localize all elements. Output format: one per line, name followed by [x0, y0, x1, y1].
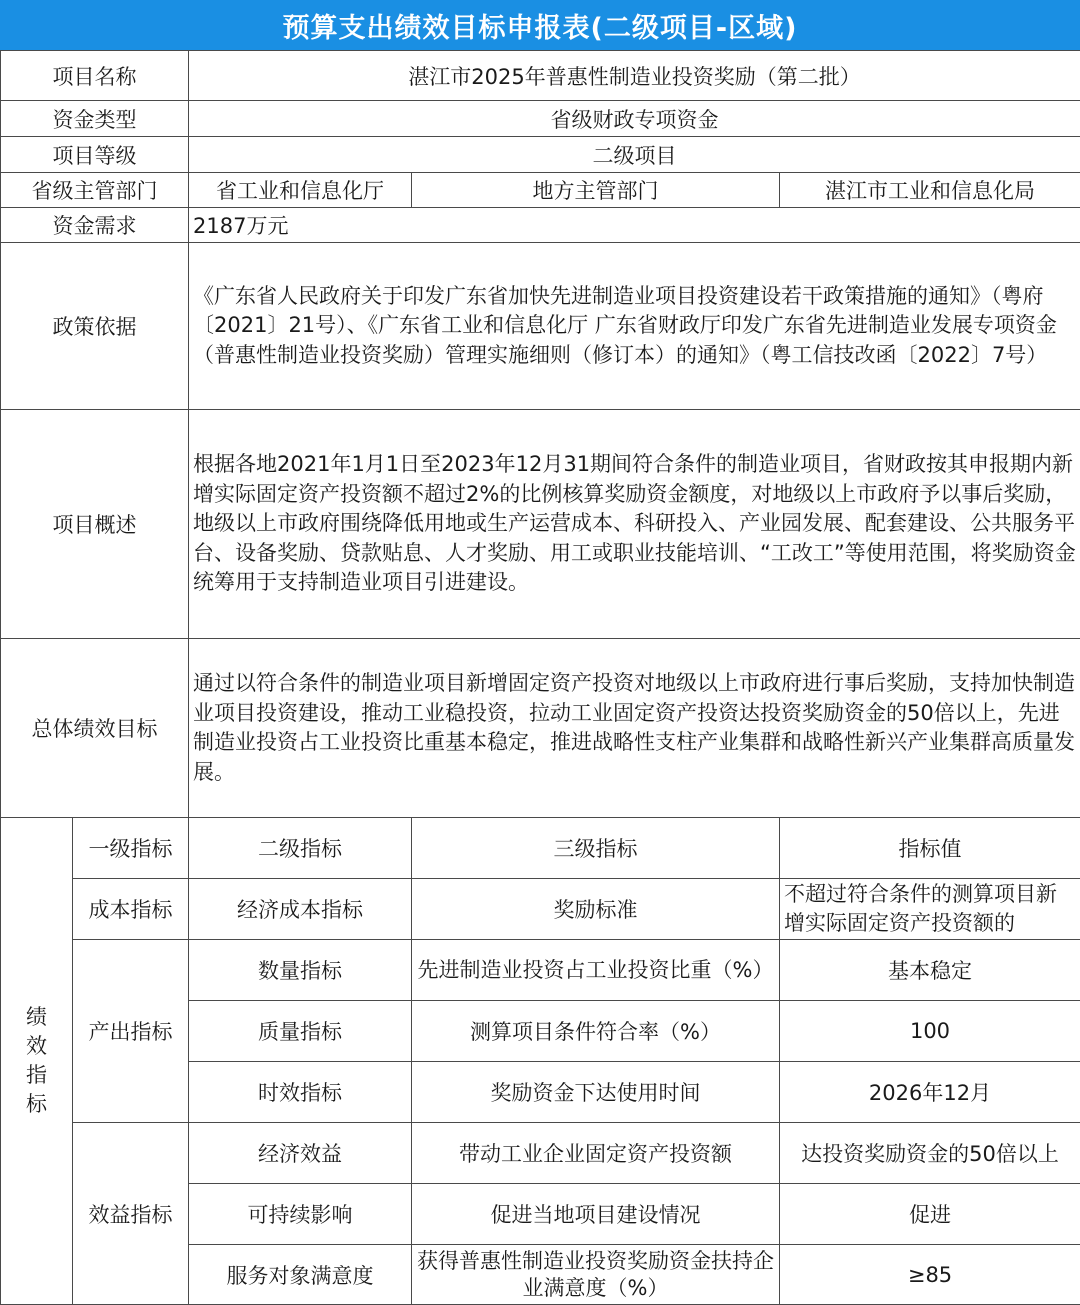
- group-cost: 成本指标: [73, 879, 189, 940]
- header-level2: 二级指标: [189, 818, 412, 879]
- fund-type-value: 省级财政专项资金: [189, 101, 1080, 137]
- policy-basis-label: 政策依据: [1, 243, 189, 410]
- policy-basis-text: 《广东省人民政府关于印发广东省加快先进制造业项目投资建设若干政策措施的通知》（粤府〔2021〕21号）、《广东省工业和信息化厅 广东省财政厅印发广东省先进制造业发展专项资金（普惠性制造业投资奖励）管理实施细则（修订本）的通知》（粤工信技改函〔2022〕7号）: [189, 243, 1080, 410]
- header-level1: 一级指标: [73, 818, 189, 879]
- indicator-value: 不超过符合条件的测算项目新增实际固定资产投资额的: [780, 879, 1080, 940]
- indicator-level2: 可持续影响: [189, 1184, 412, 1245]
- project-level-value: 二级项目: [189, 137, 1080, 173]
- row-project-level: [1, 137, 1080, 173]
- indicator-level3: 测算项目条件符合率（%）: [412, 1001, 780, 1062]
- indicator-value: 基本稳定: [780, 940, 1080, 1001]
- indicator-level3: 先进制造业投资占工业投资比重（%）: [412, 940, 780, 1001]
- indicator-value: 100: [780, 1001, 1080, 1062]
- indicator-value: 达投资奖励资金的50倍以上: [780, 1123, 1080, 1184]
- header-level3: 三级指标: [412, 818, 780, 879]
- indicator-value: ≥85: [780, 1245, 1080, 1305]
- fund-type-label: 资金类型: [1, 101, 189, 137]
- indicator-level3: 带动工业企业固定资产投资额: [412, 1123, 780, 1184]
- overall-goal-text: 通过以符合条件的制造业项目新增固定资产投资对地级以上市政府进行事后奖励，支持加快制造业项目投资建设，推动工业稳投资，拉动工业固定资产投资达投资奖励资金的50倍以上，先进制造业投资占工业投资比重基本稳定，推进战略性支柱产业集群和战略性新兴产业集群高质量发展。: [189, 639, 1080, 818]
- performance-goal-table: [0, 50, 1080, 1305]
- overall-goal-label: 总体绩效目标: [1, 639, 189, 818]
- indicator-level2: 时效指标: [189, 1062, 412, 1123]
- indicators-label: [1, 818, 73, 1305]
- indicator-level3: 奖励标准: [412, 879, 780, 940]
- row-policy-basis: [1, 243, 1080, 410]
- group-benefit: 效益指标: [73, 1123, 189, 1305]
- indicator-level2: 服务对象满意度: [189, 1245, 412, 1305]
- indicator-level3: 获得普惠性制造业投资奖励资金扶持企业满意度（%）: [412, 1245, 780, 1305]
- local-dept-value: 湛江市工业和信息化局: [780, 173, 1080, 208]
- indicator-value: 促进: [780, 1184, 1080, 1245]
- provincial-dept-value: 省工业和信息化厅: [189, 173, 412, 208]
- row-overall-goal: [1, 639, 1080, 818]
- fund-demand-value: 2187万元: [189, 208, 1080, 243]
- row-fund-demand: [1, 208, 1080, 243]
- project-name-label: 项目名称: [1, 51, 189, 101]
- row-overview: [1, 410, 1080, 639]
- indicators-label-text: 绩效指标: [25, 1003, 48, 1119]
- group-output: 产出指标: [73, 940, 189, 1123]
- table-row: [1, 879, 1080, 940]
- indicator-level2: 质量指标: [189, 1001, 412, 1062]
- indicator-level2: 数量指标: [189, 940, 412, 1001]
- indicator-level2: 经济成本指标: [189, 879, 412, 940]
- table-row: [1, 1123, 1080, 1184]
- row-departments: [1, 173, 1080, 208]
- overview-label: 项目概述: [1, 410, 189, 639]
- indicator-level3: 奖励资金下达使用时间: [412, 1062, 780, 1123]
- header-value: 指标值: [780, 818, 1080, 879]
- fund-demand-label: 资金需求: [1, 208, 189, 243]
- local-dept-label: 地方主管部门: [412, 173, 780, 208]
- provincial-dept-label: 省级主管部门: [1, 173, 189, 208]
- row-fund-type: [1, 101, 1080, 137]
- indicator-level3: 促进当地项目建设情况: [412, 1184, 780, 1245]
- indicator-header-row: [1, 818, 1080, 879]
- indicator-value: 2026年12月: [780, 1062, 1080, 1123]
- project-name-value: 湛江市2025年普惠性制造业投资奖励（第二批）: [189, 51, 1080, 101]
- table-row: [1, 940, 1080, 1001]
- form-title: 预算支出绩效目标申报表(二级项目-区域): [0, 0, 1080, 50]
- indicator-level2: 经济效益: [189, 1123, 412, 1184]
- project-level-label: 项目等级: [1, 137, 189, 173]
- overview-text: 根据各地2021年1月1日至2023年12月31期间符合条件的制造业项目，省财政按其申报期内新增实际固定资产投资额不超过2%的比例核算奖励资金额度，对地级以上市政府予以事后奖励，地级以上市政府围绕降低用地或生产运营成本、科研投入、产业园发展、配套建设、公共服务平台、设备奖励、贷款贴息、人才奖励、用工或职业技能培训、“工改工”等使用范围，将奖励资金统筹用于支持制造业项目引进建设。: [189, 410, 1080, 639]
- row-project-name: [1, 51, 1080, 101]
